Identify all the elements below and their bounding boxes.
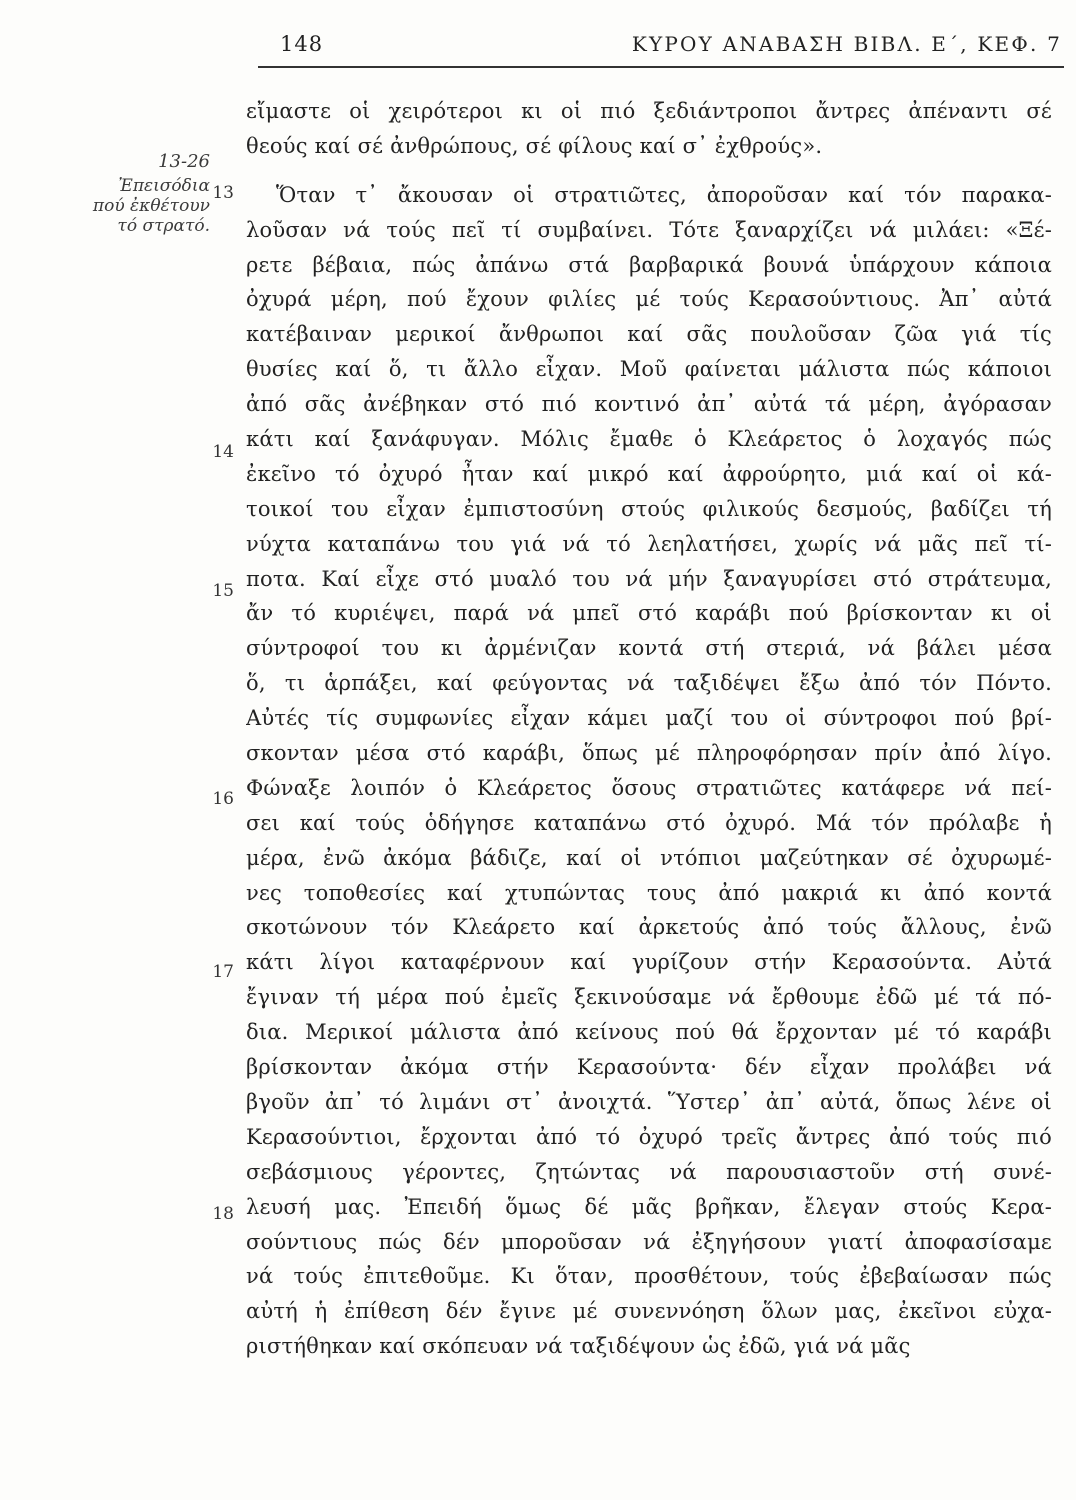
text-line: σεβάσμιους γέροντες, ζητώντας νά παρουσιαστοῦν στή συνέ- — [246, 1159, 1052, 1184]
text-line: ρετε βέβαια, πώς ἀπάνω στά βαρβαρικά βουνά ὑπάρχουν κάποια — [246, 252, 1052, 277]
text-line: σύντροφοί του κι ἀρμένιζαν κοντά στή στεριά, νά βάλει μέσα — [246, 636, 1052, 661]
running-head-title: ΚΥΡΟΥ ΑΝΑΒΑΣΗ ΒΙΒΛ. Ε΄, ΚΕΦ. 7 — [631, 32, 1062, 56]
text-line: βγοῦν ἀπ᾽ τό λιμάνι στ᾽ ἀνοιχτά. Ὕστερ᾽ ἀπ᾽ αὐτά, ὅπως λένε οἱ — [246, 1089, 1052, 1114]
text-line: θυσίες καί ὅ, τι ἄλλο εἶχαν. Μοῦ φαίνεται μάλιστα πώς κάποιοι — [246, 357, 1052, 382]
text-line: ἀπό σᾶς ἀνέβηκαν στό πιό κοντινό ἀπ᾽ αὐτά τά μέρη, ἀγόρασαν — [246, 392, 1052, 417]
text-line: Φώναξε λοιπόν ὁ Κλεάρετος ὅσους στρατιῶτες κατάφερε νά πεί- — [246, 775, 1052, 800]
text-line: μέρα, ἐνῶ ἀκόμα βάδιζε, καί οἱ ντόπιοι μαζεύτηκαν σέ ὀχυρωμέ- — [246, 845, 1052, 870]
text-line: ποτα. Καί εἶχε στό μυαλό του νά μήν ξαναγυρίσει στό στράτευμα, — [246, 566, 1052, 591]
text-line: σκονταν μέσα στό καράβι, ὅπως μέ πληροφόρησαν πρίν ἀπό λίγο. — [246, 741, 1052, 766]
text-line: νά τούς ἐπιτεθοῦμε. Κι ὅταν, προσθέτουν, τούς ἐβεβαίωσαν πώς — [246, 1264, 1052, 1289]
text-line: εἴμαστε οἱ χειρότεροι κι οἱ πιό ξεδιάντροποι ἄντρες ἀπέναντι σέ — [246, 99, 1052, 123]
text-line: σκοτώνουν τόν Κλεάρετο καί ἀρκετούς ἀπό τούς ἄλλους, ἐνῶ — [246, 915, 1052, 940]
text-line: Αὐτές τίς συμφωνίες εἶχαν κάμει μαζί του οἱ σύντροφοι πού βρί- — [246, 706, 1052, 731]
margin-note-range: 13-26 — [158, 151, 210, 172]
text-line: ἐκεῖνο τό ὀχυρό ἦταν καί μικρό καί ἀφρούρητο, μιά καί οἱ κά- — [246, 461, 1052, 486]
running-header — [258, 32, 1064, 66]
text-line: Ὅταν τ᾽ ἄκουσαν οἱ στρατιῶτες, ἀποροῦσαν καί τόν παρακα- — [276, 182, 1052, 207]
text-line: θεούς καί σέ ἀνθρώπους, σέ φίλους καί σ᾽ ἐχθρούς». — [246, 133, 823, 158]
section-number-17: 17 — [212, 962, 234, 982]
text-line: κατέβαιναν μερικοί ἄνθρωποι καί σᾶς πουλοῦσαν ζῶα γιά τίς — [246, 322, 1052, 347]
header-rule — [258, 66, 1064, 68]
page-number: 148 — [280, 32, 324, 56]
margin-note-line: τό στρατό. — [117, 216, 210, 236]
text-line: ὅ, τι ἁρπάξει, καί φεύγοντας νά ταξιδέψει ἔξω ἀπό τόν Πόντο. — [246, 671, 1052, 696]
text-line: λευσή μας. Ἐπειδή ὅμως δέ μᾶς βρῆκαν, ἔλεγαν στούς Κερα- — [246, 1194, 1052, 1219]
body-text — [246, 94, 1052, 1364]
margin-note-line: Ἐπεισόδια — [118, 176, 210, 196]
text-line: σει καί τούς ὁδήγησε καταπάνω στό ὀχυρό. Μά τόν πρόλαβε ἡ — [246, 810, 1052, 835]
text-line: κάτι λίγοι καταφέρνουν καί γυρίζουν στήν Κερασούντα. Αὐτά — [246, 950, 1052, 975]
text-line: βρίσκονταν ἀκόμα στήν Κερασούντα· δέν εἶχαν προλάβει νά — [246, 1055, 1052, 1080]
section-number-13: 13 — [212, 183, 234, 203]
section-number-15: 15 — [212, 581, 234, 601]
text-line: νες τοποθεσίες καί χτυπώντας τους ἀπό μακριά κι ἀπό κοντά — [246, 880, 1052, 905]
text-line: Κερασούντιοι, ἔρχονται ἀπό τό ὀχυρό τρεῖς ἄντρες ἀπό τούς πιό — [246, 1124, 1052, 1149]
text-line: αὐτή ἡ ἐπίθεση δέν ἔγινε μέ συνεννόηση ὅλων μας, ἐκεῖνοι εὐχα- — [246, 1299, 1052, 1324]
paragraph-gap — [246, 164, 1052, 178]
text-line: δια. Μερικοί μάλιστα ἀπό κείνους πού θά ἔρχονταν μέ τό καράβι — [246, 1020, 1052, 1045]
text-line: ἔγιναν τή μέρα πού ἐμεῖς ξεκινούσαμε νά ἔρθουμε ἐδῶ μέ τά πό- — [246, 985, 1052, 1010]
text-line: κάτι καί ξανάφυγαν. Μόλις ἔμαθε ὁ Κλεάρετος ὁ λοχαγός πώς — [246, 427, 1052, 452]
section-number-16: 16 — [212, 789, 234, 809]
text-line: τοικοί του εἶχαν ἐμπιστοσύνη στούς φιλικούς δεσμούς, βαδίζει τή — [246, 496, 1052, 521]
margin-note — [40, 152, 210, 236]
text-line: ριστήθηκαν καί σκόπευαν νά ταξιδέψουν ὡς ἐδῶ, γιά νά μᾶς — [246, 1334, 911, 1359]
text-line: ἄν τό κυριέψει, παρά νά μπεῖ στό καράβι πού βρίσκονταν κι οἱ — [246, 601, 1052, 626]
margin-note-line: πού ἐκθέτουν — [92, 196, 210, 216]
main-paragraph — [246, 178, 1052, 1364]
section-number-14: 14 — [212, 442, 234, 462]
text-line: νύχτα καταπάνω του γιά νά τό λεηλατήσει, χωρίς νά μᾶς πεῖ τί- — [246, 531, 1052, 556]
text-line: λοῦσαν νά τούς πεῖ τί συμβαίνει. Τότε ξαναρχίζει νά μιλάει: «Ξέ- — [246, 217, 1052, 242]
text-line: σούντιους πώς δέν μποροῦσαν νά ἐξηγήσουν γιατί ἀποφασίσαμε — [246, 1229, 1052, 1254]
section-number-18: 18 — [212, 1204, 234, 1224]
text-line: ὀχυρά μέρη, πού ἔχουν φιλίες μέ τούς Κερασούντιους. Ἀπ᾽ αὐτά — [246, 287, 1052, 312]
